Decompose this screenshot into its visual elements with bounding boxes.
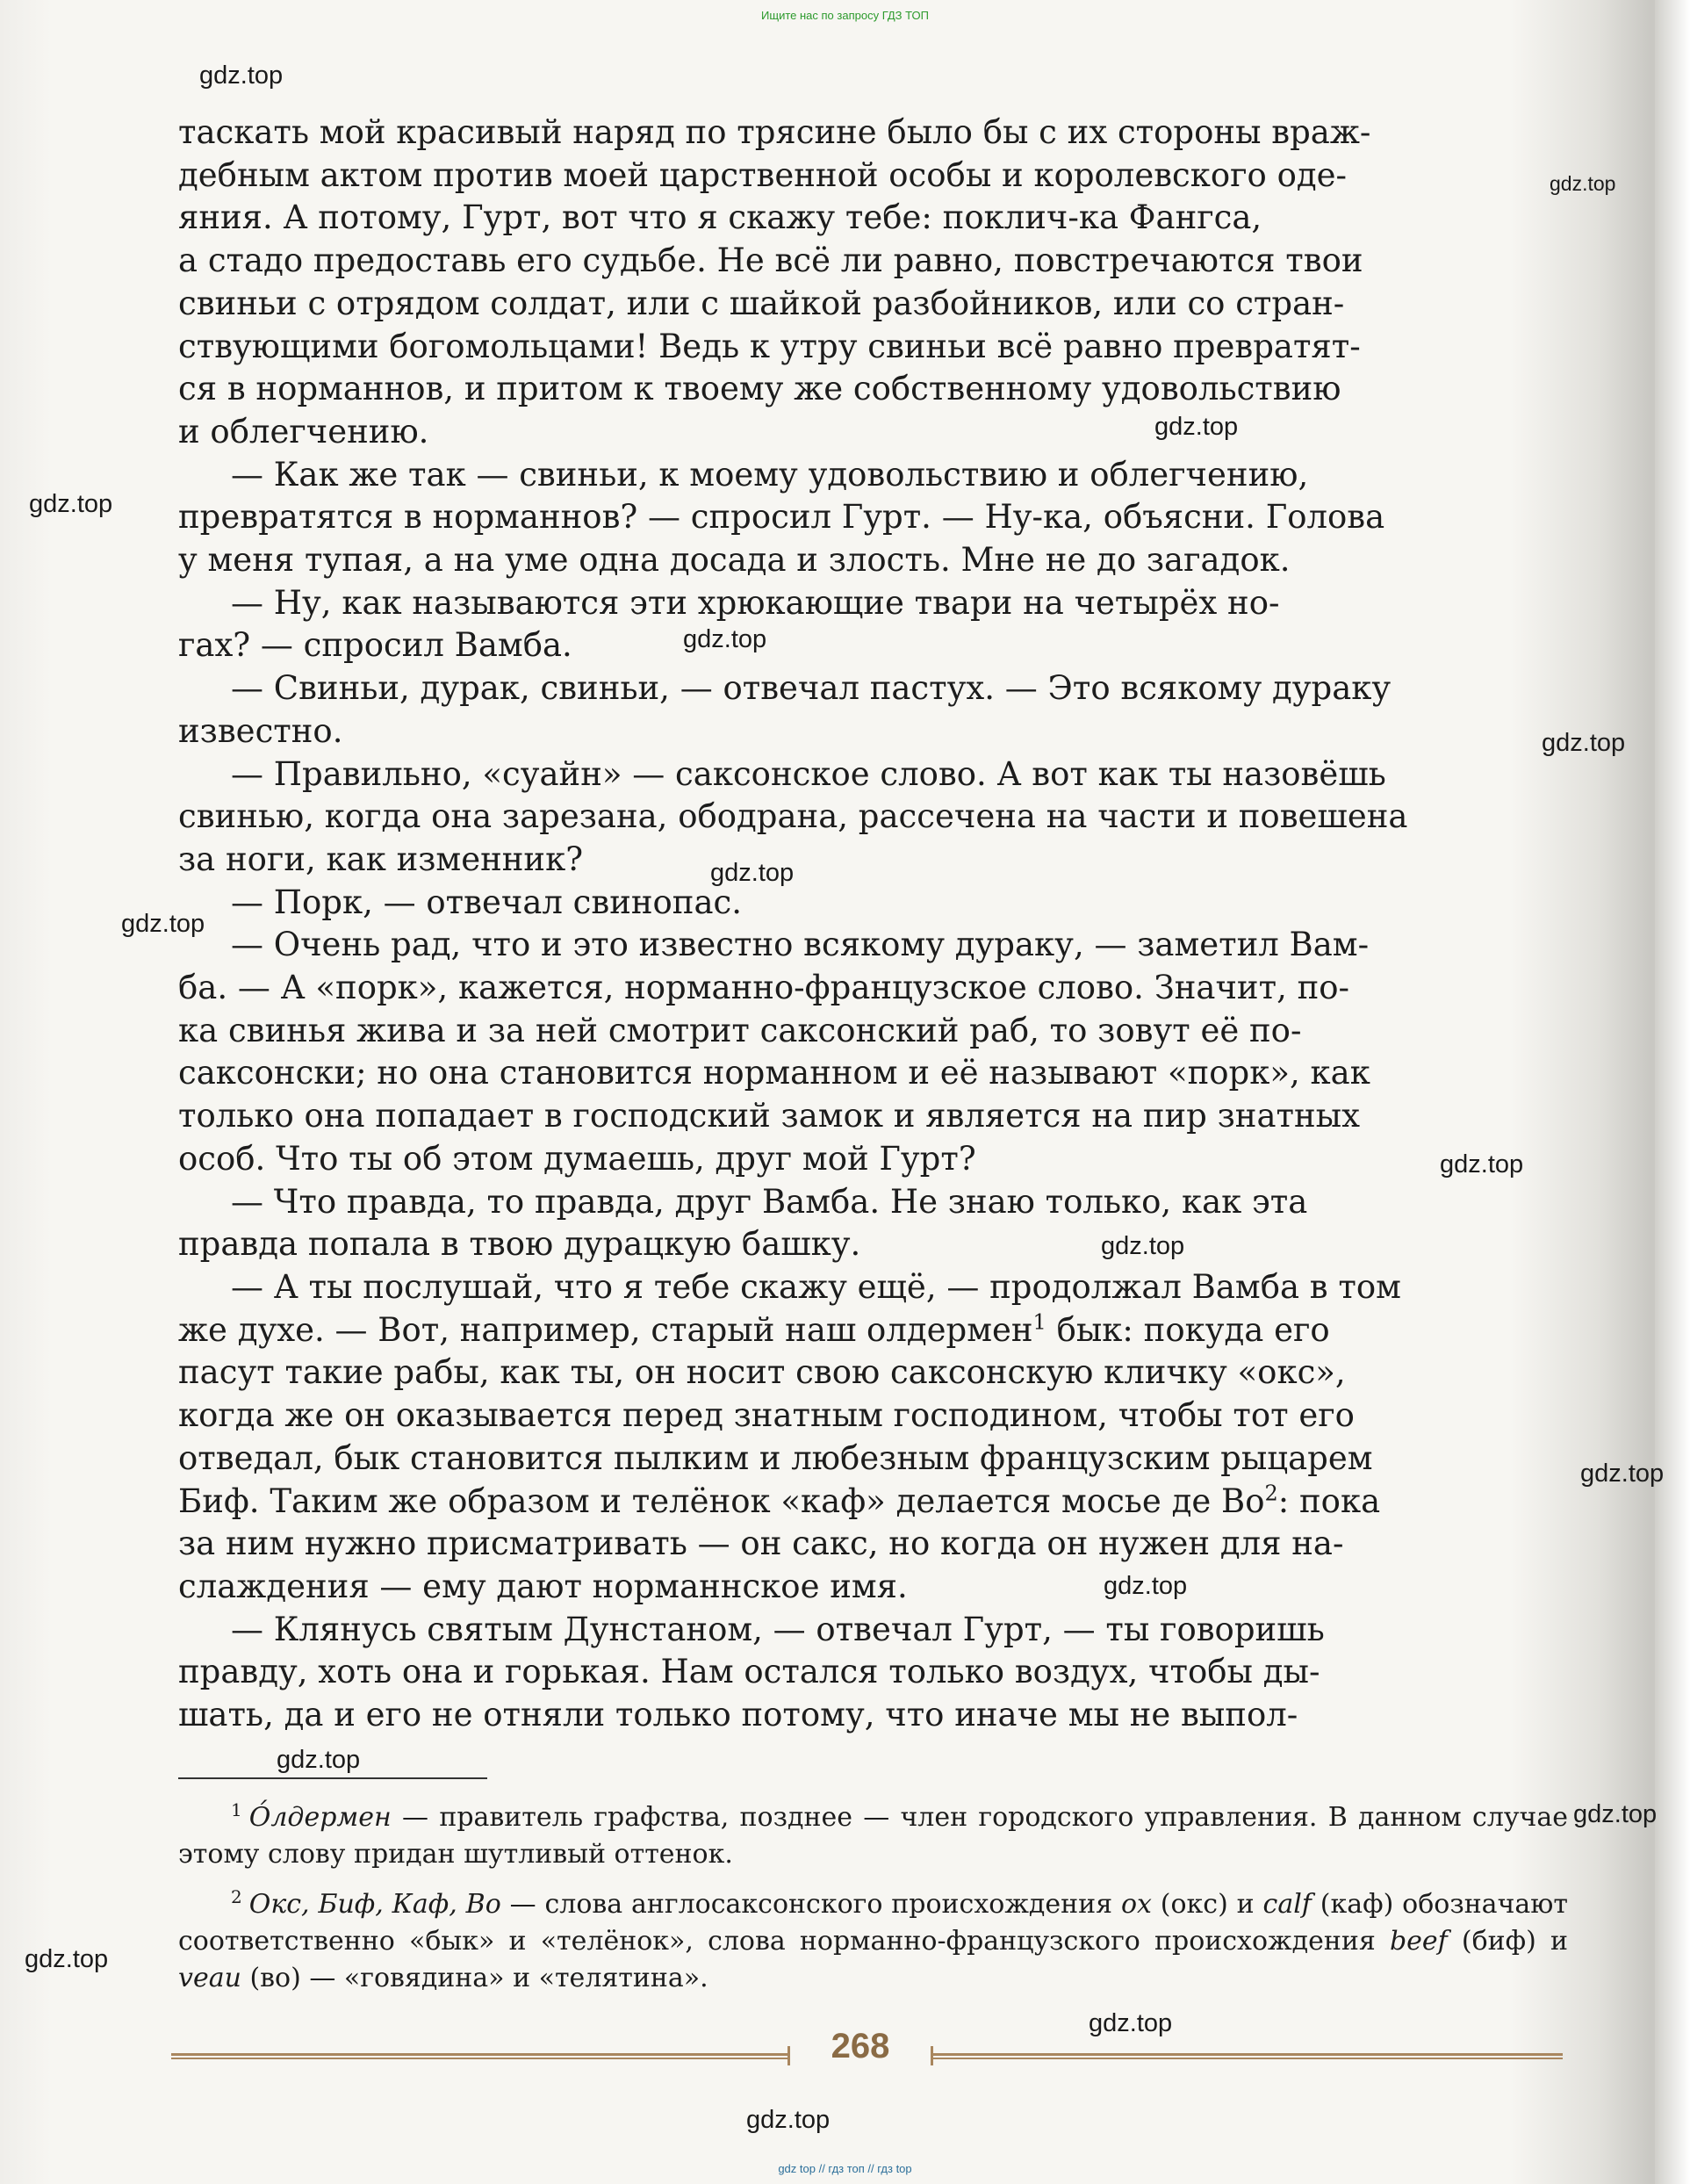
text-line: известно. (178, 711, 343, 750)
paragraph (178, 667, 1568, 753)
text-line: правда попала в твою дурацкую башку. (178, 1225, 861, 1264)
paragraph (178, 582, 1568, 667)
text-line: только она попадает в господский замок и является на пир знатных (178, 1097, 1360, 1135)
text-line: ствующими богомольцами! Ведь к утру свиньи всё равно превратят- (178, 327, 1361, 365)
footnote-text: (окс) и (1151, 1889, 1263, 1920)
footnote-term: О́лдермен (248, 1802, 392, 1833)
text-line: ся в норманнов, и притом к твоему же собственному удовольствию (178, 370, 1341, 408)
text-line: — Как же так — свиньи, к моему удовольствию и облегчению, (231, 455, 1309, 494)
text-line: саксонски; но она становится норманном и её называют «порк», как (178, 1054, 1370, 1092)
watermark: gdz.top (1580, 1460, 1665, 1488)
page-spine-shadow (1655, 0, 1690, 2184)
text-line: — Клянусь святым Дунстаном, — отвечал Гурт, — ты говоришь (231, 1610, 1325, 1648)
watermark: gdz.top (683, 625, 767, 653)
text-line (178, 1309, 1568, 1352)
footnote-1 (178, 1791, 1568, 1873)
footnote-term: Окс, Биф, Каф, Во (248, 1889, 501, 1920)
watermark: gdz.top (710, 859, 795, 887)
watermark: gdz.top (1101, 1232, 1185, 1260)
watermark: gdz.top (1550, 172, 1616, 195)
text-line: превратятся в норманнов? — спросил Гурт. — Ну-ка, объясни. Голова (178, 498, 1385, 537)
text-line: яния. А потому, Гурт, вот что я скажу тебе: поклич-ка Фангса, (178, 198, 1262, 237)
text-line: шать, да и его не отняли только потому, что иначе мы не выпол- (178, 1696, 1298, 1734)
watermark: gdz.top (1089, 2009, 1173, 2037)
text-line: когда же он оказывается перед знатным господином, чтобы тот его (178, 1396, 1355, 1435)
text-line: правду, хоть она и горькая. Нам остался только воздух, чтобы ды- (178, 1653, 1320, 1691)
footnote-word: beef (1389, 1926, 1448, 1957)
footnote-text: (каф) обозначают соответственно «бык» и «телёнок», слова норманно-французского происхождения (178, 1889, 1569, 1957)
watermark: gdz.top (1440, 1150, 1524, 1178)
paragraph (178, 1181, 1568, 1266)
footnote-number: 2 (231, 1886, 242, 1907)
footnote-number: 1 (231, 1799, 242, 1820)
footnote-word: ox (1120, 1889, 1152, 1920)
footnote-word: veau (178, 1963, 241, 1993)
watermark: gdz.top (1154, 413, 1239, 441)
text-line: свиньи с отрядом солдат, или с шайкой разбойников, или со стран- (178, 284, 1345, 322)
footnote-text: (во) — «говядина» и «телятина». (241, 1963, 708, 1993)
text-line: слаждения — ему дают норманнское имя. (178, 1567, 908, 1605)
text-line: за ним нужно присматривать — он сакс, но когда он нужен для на- (178, 1524, 1344, 1563)
text-line (178, 1481, 1568, 1524)
text-line: особ. Что ты об этом думаешь, друг мой Гурт? (178, 1139, 976, 1178)
watermark: gdz.top (1104, 1572, 1188, 1600)
footer-links[interactable]: gdz top // гдз топ // гдз top (778, 2162, 912, 2175)
text-line: а стадо предоставь его судьбе. Не всё ли равно, повстречаются твои (178, 241, 1363, 280)
text-line: свинью, когда она зарезана, ободрана, рассечена на части и повешена (178, 797, 1408, 836)
text-line: — Ну, как называются эти хрюкающие твари на четырёх но- (231, 583, 1280, 622)
footnote-word: calf (1262, 1889, 1312, 1920)
text-line: таскать мой красивый наряд по трясине было бы с их стороны враж- (178, 113, 1371, 151)
footnote-ref-1[interactable]: 1 (1032, 1309, 1046, 1335)
footnotes (178, 1791, 1568, 2002)
footnote-text: — слова англосаксонского происхождения (500, 1889, 1121, 1920)
page-number-rule-right (931, 2053, 1563, 2060)
paragraph (178, 882, 1568, 925)
text-fragment: : пока (1277, 1481, 1381, 1520)
watermark: gdz.top (277, 1746, 361, 1774)
text-line: ка свинья жива и за ней смотрит саксонский раб, то зовут её по- (178, 1011, 1302, 1049)
footnote-2 (178, 1878, 1568, 1997)
text-line: отведал, бык становится пылким и любезным французским рыцарем (178, 1438, 1373, 1477)
page-number-rule-left (171, 2053, 790, 2060)
watermark: gdz.top (1542, 729, 1626, 757)
text-line: — Порк, — отвечал свинопас. (231, 883, 743, 921)
footnote-text: (биф) и (1447, 1926, 1569, 1957)
main-text (178, 112, 1568, 1737)
footnote-text: — правитель графства, позднее — член городского управления. В данном случае этому слову придан шутливый оттенок. (178, 1802, 1568, 1870)
paragraph (178, 112, 1568, 454)
text-fragment: бык: покуда его (1056, 1310, 1330, 1349)
text-line: гах? — спросил Вамба. (178, 626, 572, 665)
paragraph (178, 924, 1568, 1180)
text-line: у меня тупая, а на уме одна досада и злость. Мне не до загадок. (178, 541, 1291, 580)
paragraph (178, 1609, 1568, 1737)
watermark: gdz.top (199, 61, 284, 90)
text-line: дебным актом против моей царственной особы и королевского оде- (178, 155, 1348, 194)
text-line: — Правильно, «суайн» — саксонское слово. А вот как ты назовёшь (231, 754, 1386, 793)
footnote-divider (178, 1777, 487, 1779)
watermark: gdz.top (746, 2106, 831, 2134)
text-line: пасут такие рабы, как ты, он носит свою саксонскую кличку «окс», (178, 1353, 1346, 1392)
watermark: gdz.top (1573, 1800, 1658, 1828)
text-line: и облегчению. (178, 412, 429, 450)
paragraph (178, 1266, 1568, 1609)
watermark: gdz.top (29, 490, 113, 518)
text-line: — Очень рад, что и это известно всякому дураку, — заметил Вам- (231, 926, 1370, 964)
text-fragment: Биф. Таким же образом и телёнок «каф» делается мосье де Во (178, 1481, 1265, 1520)
text-line: — Что правда, то правда, друг Вамба. Не знаю только, как эта (231, 1182, 1308, 1221)
text-fragment: же духе. — Вот, например, старый наш олдермен (178, 1310, 1033, 1349)
paragraph (178, 753, 1568, 882)
text-line: ба. — А «порк», кажется, норманно-французское слово. Значит, по- (178, 969, 1350, 1007)
paragraph (178, 454, 1568, 582)
text-line: — Свиньи, дурак, свиньи, — отвечал пастух. — Это всякому дураку (231, 669, 1392, 708)
watermark: gdz.top (25, 1945, 109, 1973)
site-banner[interactable]: Ищите нас по запросу ГДЗ ТОП (761, 9, 929, 22)
text-line: — А ты послушай, что я тебе скажу ещё, — продолжал Вамба в том (231, 1267, 1401, 1306)
footnote-ref-2[interactable]: 2 (1264, 1481, 1278, 1506)
page-number: 268 (831, 2027, 890, 2065)
text-line: за ноги, как изменник? (178, 840, 584, 878)
watermark: gdz.top (121, 910, 205, 938)
